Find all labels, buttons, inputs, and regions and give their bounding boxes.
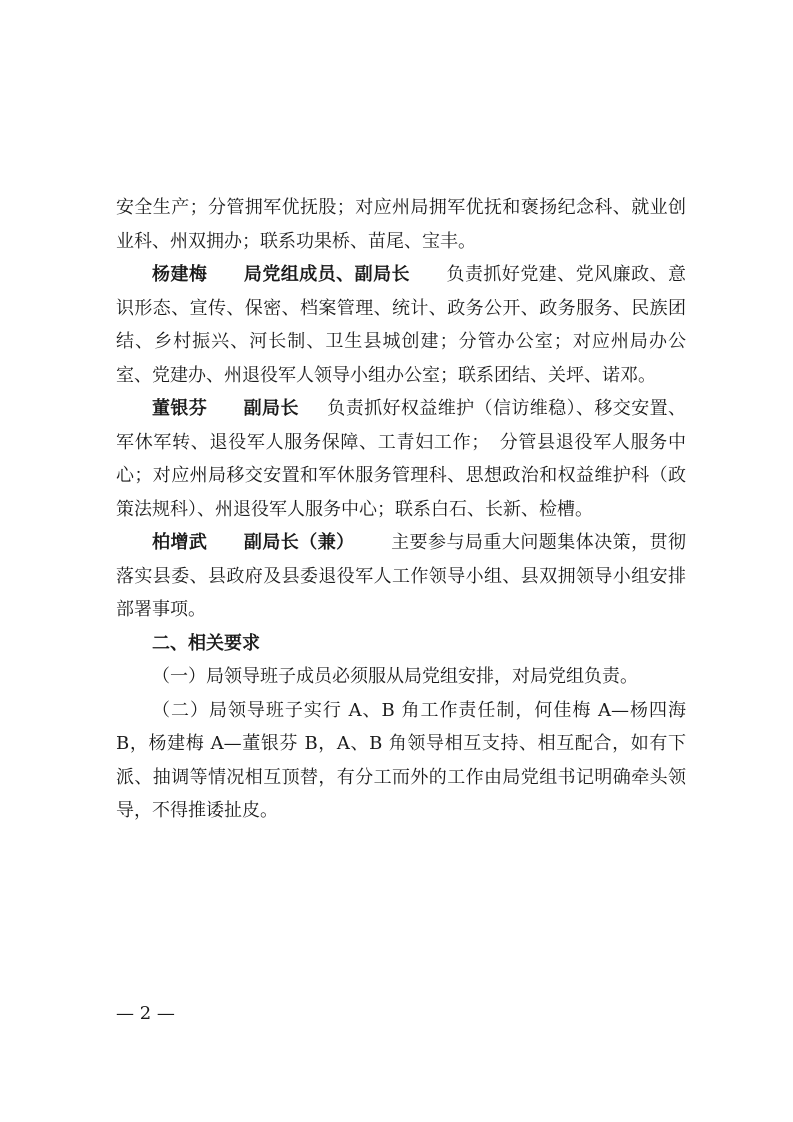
leader-title: 副局长: [243, 398, 299, 419]
leader-title: 副局长（兼）: [243, 532, 355, 553]
requirement-item-1: （一）局领导班子成员必须服从局党组安排，对局党组负责。: [152, 666, 638, 687]
requirement-item-2: （二）局领导班子实行 A、B 角工作责任制，何佳梅 A—杨四海 B，杨建梅 A—董银芬 B，A、B 角领导相互支持、相互配合，如有下派、抽调等情况相互顶替，有分工而外的工作由局党组书记明确牵头领导，不得推诿扯皮。: [116, 699, 686, 821]
leader-duties: 主要参与局重大问题集体决策，贯彻落实县委、县政府及县委退役军人工作领导小组、县双拥领导小组安排部署事项。: [116, 532, 687, 620]
leader-paragraph-1: [116, 258, 686, 392]
leader-name: 柏增武: [152, 532, 208, 553]
section-heading: 二、相关要求: [152, 632, 260, 654]
leader-name: 杨建梅: [152, 264, 208, 285]
leader-paragraph-3: [116, 526, 686, 627]
leader-duties: 负责抓好权益维护（信访维稳）、移交安置、军休军转、退役军人服务保障、工青妇工作； 分管县退役军人服务中心；对应州局移交安置和军休服务管理科、思想政治和权益维护科（政策法规科）、州退役军人服务中心；联系白石、长新、检槽。: [116, 398, 687, 520]
continuation-paragraph: 安全生产；分管拥军优抚股；对应州局拥军优抚和褒扬纪念科、就业创业科、州双拥办；联系功果桥、苗尾、宝丰。: [116, 197, 686, 252]
leader-paragraph-2: [116, 392, 686, 526]
leader-title: 局党组成员、副局长: [243, 264, 411, 285]
document-body: [116, 191, 686, 828]
page-number: — 2 —: [116, 1003, 175, 1024]
leader-name: 董银芬: [152, 398, 208, 419]
leader-duties: 负责抓好党建、党风廉政、意识形态、宣传、保密、档案管理、统计、政务公开、政务服务、民族团结、乡村振兴、河长制、卫生县城创建；分管办公室；对应州局办公室、党建办、州退役军人领导小组办公室；联系团结、关坪、诺邓。: [116, 264, 687, 386]
